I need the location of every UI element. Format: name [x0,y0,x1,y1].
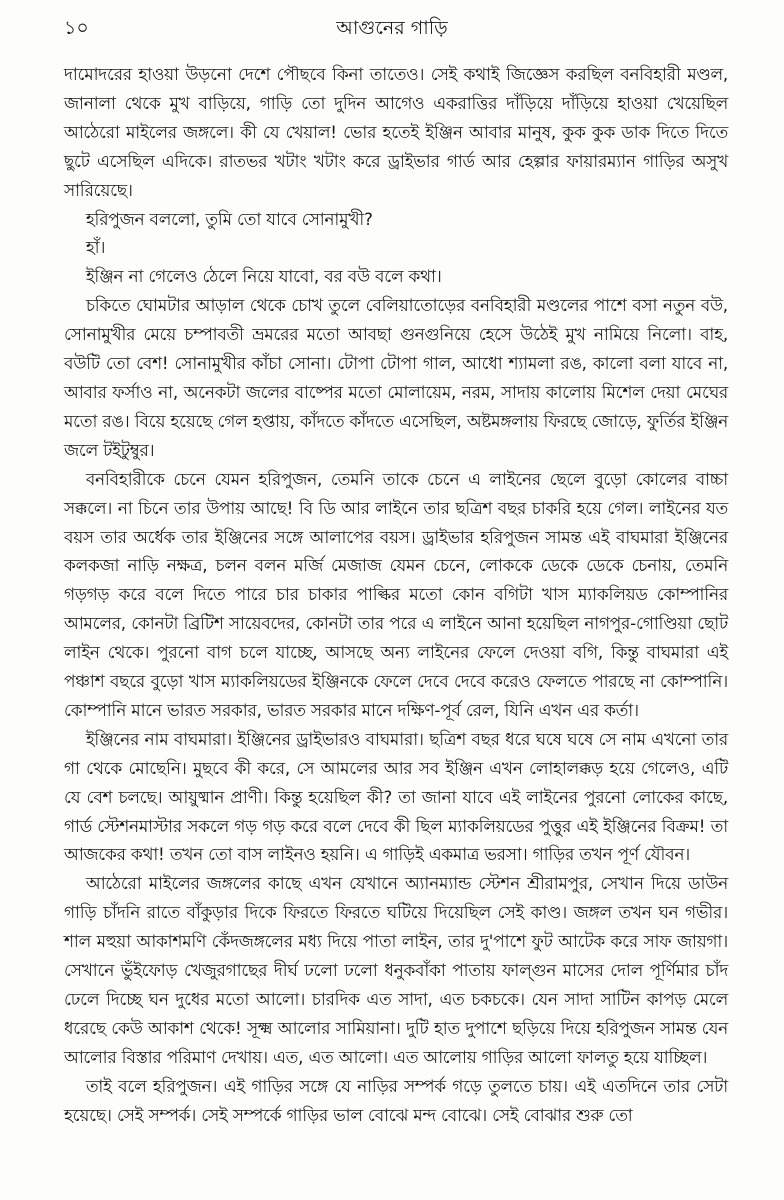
paragraph: আঠেরো মাইলের জঙ্গলের কাছে এখন যেখানে অ্যানম্যান্ড স্টেশন শ্রীরামপুর, সেখান দিয়ে ডাউন গাড়ি চাঁদনি রাতে বাঁকুড়ার দিকে ফিরতে ফিরতে ঘটিয়ে দিয়েছিল সেই কাণ্ড। জঙ্গল তখন ঘন গভীর। শাল মহুয়া আকাশমণি কেঁদজঙ্গলের মধ্য দিয়ে পাতা লাইন, তার দু'পাশে ফুট আটেক করে সাফ জায়গা। সেখানে ভুঁইফোড় খেজুরগাছের দীর্ঘ ঢলো ঢলো ধনুকবাঁকা পাতায় ফাল্গুন মাসের দোল পূর্ণিমার চাঁদ ঢেলে দিচ্ছে ঘন দুধের মতো আলো। চারদিক এত সাদা, এত চকচকে। যেন সাদা সাটিন কাপড় মেলে ধরেছে কেউ আকাশ থেকে! সূক্ষ্ম আলোর সামিয়ানা। দুটি হাত দুপাশে ছড়িয়ে দিয়ে হরিপুজন সামন্ত যেন আলোর বিস্তার পরিমাণ দেখায়। এত, এত আলো। এত আলোয় গাড়ির আলো ফালতু হয়ে যাচ্ছিল। [64,873,728,1067]
book-title: আগুনের গাড়ি [336,17,448,39]
paragraph: ইঞ্জিনের নাম বাঘমারা। ইঞ্জিনের ড্রাইভারও বাঘমারা। ছত্রিশ বছর ধরে ঘষে ঘষে সে নাম এখনো তার গা থেকে মোছেনি। মুছবে কী করে, সে আমলের আর সব ইঞ্জিন এখন লোহালক্কড় হয়ে গেলেও, এটি যে বেশ চলছে। আয়ুষ্মান প্রাণী। কিন্তু হয়েছিল কী? তা জানা যাবে এই লাইনের পুরনো লোকের কাছে, গার্ড স্টেশনমাস্টার সকলে গড় গড় করে বলে দেবে কী ছিল ম্যাকলিয়ডের পুত্তুর এই ইঞ্জিনের বিক্রম! তা আজকের কথা! তখন তো বাস লাইনও হয়নি। এ গাড়িই একমাত্র ভরসা। গাড়ির তখন পূর্ণ যৌবন। [64,728,728,865]
dialog-line: হাঁ। [85,237,106,258]
page-number: ১০ [64,17,89,39]
paragraph: তাই বলে হরিপুজন। এই গাড়ির সঙ্গে যে নাড়ির সম্পর্ক গড়ে তুলতে চায়। এই এতদিনে তার সেটা হয়েছে। সেই সম্পর্ক। সেই সম্পর্কে গাড়ির ভাল বোঝে মন্দ বোঝে। সেই বোঝার শুরু তো [64,1075,728,1125]
paragraph: চকিতে ঘোমটার আড়াল থেকে চোখ তুলে বেলিয়াতোড়ের বনবিহারী মণ্ডলের পাশে বসা নতুন বউ, সোনামুখীর মেয়ে চম্পাবতী ভ্রমরের মতো আবছা গুনগুনিয়ে হেসে উঠেই মুখ নামিয়ে নিলো। বাহ, বউটি তো বেশ! সোনামুখীর কাঁচা সোনা। টোপা টোপা গাল, আধো শ্যামলা রঙ, কালো বলা যাবে না, আবার ফর্সাও না, অনেকটা জলের বাষ্পের মতো মোলায়েম, নরম, সাদায় কালোয় মিশেল দেয়া মেঘের মতো রঙ। বিয়ে হয়েছে গেল হপ্তায়, কাঁদতে কাঁদতে এসেছিল, অষ্টমঙ্গলায় ফিরছে জোড়ে, ফুর্তির ইঞ্জিন জলে টইটুম্বুর। [64,295,728,460]
body-text [64,60,728,1130]
running-header [64,14,720,44]
paragraph: বনবিহারীকে চেনে যেমন হরিপুজন, তেমনি তাকে চেনে এ লাইনের ছেলে বুড়ো কোলের বাচ্চা সক্কলে। না চিনে তার উপায় আছে! বি ডি আর লাইনে তার ছত্রিশ বছর চাকরি হয়ে গেল। লাইনের যত বয়স তার অর্ধেক তার ইঞ্জিনের সঙ্গে আলাপের বয়স। ড্রাইভার হরিপুজন সামন্ত এই বাঘমারা ইঞ্জিনের কলকজা নাড়ি নক্ষত্র, চলন বলন মর্জি মেজাজ যেমন চেনে, লোককে ডেকে ডেকে চেনায়, তেমনি গড়গড় করে বলে দিতে পারে চার চাকার পাল্কির মতো কোন বগিটা খাস ম্যাকলিয়ড কোম্পানির আমলের, কোনটা ব্রিটিশ সায়েবদের, কোনটা তার পরে এ লাইনে আনা হয়েছিল নাগপুর-গোণ্ডিয়া ছোট লাইন থেকে। পুরনো বাগ চলে যাচ্ছে, আসছে অন্য লাইনের ফেলে দেওয়া বগি, কিন্তু বাঘমারা এই পঞ্চাশ বছরে বুড়ো খাস ম্যাকলিয়ডের ইঞ্জিনকে ফেলে দেবে দেবে করেও ফেলতে পারছে না কোম্পানি। কোম্পানি মানে ভারত সরকার, ভারত সরকার মানে দক্ষিণ-পূর্ব রেল, যিনি এখন এর কর্তা। [64,468,728,720]
paragraph: দামোদরের হাওয়া উড়নো দেশে পৌছবে কিনা তাতেও। সেই কথাই জিজ্ঞেস করছিল বনবিহারী মণ্ডল, জানালা থেকে মুখ বাড়িয়ে, গাড়ি তো দুদিন আগেও একরাত্তির দাঁড়িয়ে দাঁড়িয়ে হাওয়া খেয়েছিল আঠেরো মাইলের জঙ্গলে। কী যে খেয়াল! ভোর হতেই ইঞ্জিন আবার মানুষ, কুক কুক ডাক দিতে দিতে ছুটে এসেছিল এদিকে। রাতভর খটাং খটাং করে ড্রাইভার গার্ড আর হেল্পার ফায়ারম্যান গাড়ির অসুখ সারিয়েছে। [64,64,728,200]
dialog-line: ইঞ্জিন না গেলেও ঠেলে নিয়ে যাবো, বর বউ বলে কথা। [85,266,442,287]
dialog-line: হরিপুজন বললো, তুমি তো যাবে সোনামুখী? [85,208,373,229]
